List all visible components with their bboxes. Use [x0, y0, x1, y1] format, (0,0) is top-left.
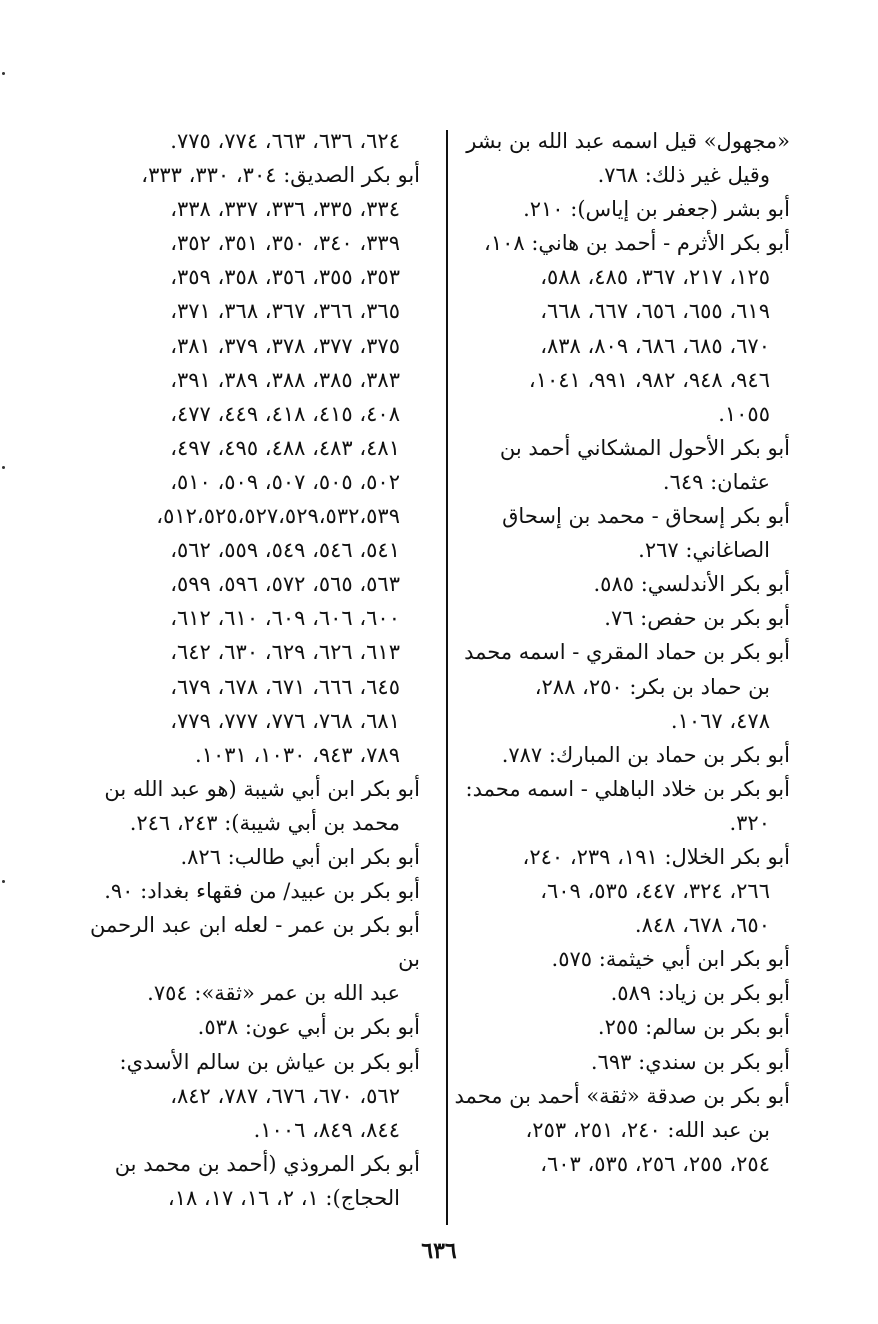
entry-continuation-line: ٧٨٩، ٩٤٣، ١٠٣٠، ١٠٣١.	[195, 742, 400, 767]
index-entry	[450, 942, 790, 976]
index-entry	[450, 124, 790, 192]
entry-heading-line: أبو بكر بن سندي: ٦٩٣.	[590, 1049, 790, 1074]
entry-continuation-line: بن حماد بن بكر: ٢٥٠، ٢٨٨،	[534, 674, 770, 699]
index-entry	[450, 192, 790, 226]
scan-speck	[2, 466, 5, 469]
index-entry	[450, 601, 790, 635]
scan-speck	[2, 880, 5, 883]
entry-continuation-line: ٦٧٠، ٦٨٥، ٦٨٦، ٨٠٩، ٨٣٨،	[540, 333, 770, 358]
index-entry	[450, 431, 790, 499]
entry-continuation-line: ٦٠٠، ٦٠٦، ٦٠٩، ٦١٠، ٦١٢،	[170, 606, 400, 631]
entry-continuation-line: ٢٥٤، ٢٥٥، ٢٥٦، ٥٣٥، ٦٠٣،	[540, 1151, 770, 1176]
entry-heading-line: أبو بكر الأثرم - أحمد بن هاني: ١٠٨،	[484, 231, 790, 256]
entry-continuation-line: ٦٥٠، ٦٧٨، ٨٤٨.	[634, 913, 770, 938]
index-column-left	[90, 124, 420, 1215]
entry-continuation-line: ٥٦٢، ٦٧٠، ٦٧٦، ٧٨٧، ٨٤٢،	[170, 1083, 400, 1108]
column-divider	[446, 130, 448, 1225]
entry-heading-line: أبو بكر بن حماد بن المبارك: ٧٨٧.	[501, 742, 790, 767]
index-entry	[450, 1045, 790, 1079]
entry-heading-line: أبو بشر (جعفر بن إياس): ٢١٠.	[523, 197, 790, 222]
index-entry	[450, 499, 790, 567]
entry-continuation-line: ٦١٩، ٦٥٥، ٦٥٦، ٦٦٧، ٦٦٨،	[540, 299, 770, 324]
entry-heading-line: أبو بكر إسحاق - محمد بن إسحاق	[502, 504, 790, 529]
entry-continuation-line: ٦٨١، ٧٦٨، ٧٧٦، ٧٧٧، ٧٧٩،	[170, 708, 400, 733]
entry-heading-line: أبو بكر بن خلاد الباهلي - اسمه محمد:	[465, 776, 790, 801]
entry-continuation-line: ٩٤٦، ٩٤٨، ٩٨٢، ٩٩١، ١٠٤١،	[528, 367, 770, 392]
index-entry	[90, 1010, 420, 1044]
index-entry	[90, 158, 420, 772]
entry-heading-line: «مجهول» قيل اسمه عبد الله بن بشر	[466, 129, 790, 153]
entry-continuation-line: ٥١٢،٥٢٥،٥٢٧،٥٢٩،٥٣٢،٥٣٩،	[156, 504, 400, 529]
index-entry	[450, 840, 790, 942]
index-entry	[450, 976, 790, 1010]
index-column-right	[450, 124, 790, 1181]
entry-continuation-line: عثمان: ٦٤٩.	[662, 469, 770, 494]
entry-heading-line: أبو بكر بن عمر - لعله ابن عبد الرحمن بن	[90, 913, 420, 972]
entry-heading-line: أبو بكر بن حفص: ٧٦.	[604, 606, 790, 631]
entry-continuation-line: ٣٧٥، ٣٧٧، ٣٧٨، ٣٧٩، ٣٨١،	[170, 333, 400, 358]
entry-heading-line: أبو بكر الأحول المشكاني أحمد بن	[499, 435, 790, 460]
index-entry	[90, 1147, 420, 1215]
entry-continuation-line: ٦٢٤، ٦٣٦، ٦٦٣، ٧٧٤، ٧٧٥.	[170, 129, 400, 153]
entry-continuation-line: ١٢٥، ٢١٧، ٣٦٧، ٤٨٥، ٥٨٨،	[540, 265, 770, 290]
entry-continuation-line: ٦١٣، ٦٢٦، ٦٢٩، ٦٣٠، ٦٤٢،	[170, 640, 400, 665]
index-entry	[90, 908, 420, 1010]
index-entry	[450, 635, 790, 737]
entry-heading-line: أبو بكر بن حماد المقري - اسمه محمد	[464, 640, 790, 665]
entry-heading-line: أبو بكر بن أبي عون: ٥٣٨.	[197, 1015, 420, 1040]
entry-heading-line: أبو بكر الصديق: ٣٠٤، ٣٣٠، ٣٣٣،	[141, 163, 420, 188]
entry-heading-line: أبو بكر بن عياش بن سالم الأسدي:	[119, 1049, 420, 1074]
index-entry	[90, 1045, 420, 1147]
entry-heading-line: أبو بكر ابن أبي شيبة (هو عبد الله بن	[104, 776, 420, 801]
entry-continuation-line: ٤٠٨، ٤١٥، ٤١٨، ٤٤٩، ٤٧٧،	[170, 401, 400, 426]
entry-continuation-line: وقيل غير ذلك: ٧٦٨.	[597, 163, 770, 188]
index-entry	[450, 772, 790, 840]
entry-continuation-line: ٣٣٤، ٣٣٥، ٣٣٦، ٣٣٧، ٣٣٨،	[170, 197, 400, 222]
entry-continuation-line: ٨٤٤، ٨٤٩، ١٠٠٦.	[253, 1117, 400, 1142]
entry-continuation-line: ٣٣٩، ٣٤٠، ٣٥٠، ٣٥١، ٣٥٢،	[170, 231, 400, 256]
entry-heading-line: أبو بكر ابن أبي خيثمة: ٥٧٥.	[551, 947, 790, 972]
entry-heading-line: أبو بكر بن زياد: ٥٨٩.	[610, 981, 790, 1006]
entry-heading-line: أبو بكر بن سالم: ٢٥٥.	[597, 1015, 790, 1040]
entry-continuation-line: ٣٦٥، ٣٦٦، ٣٦٧، ٣٦٨، ٣٧١،	[170, 299, 400, 324]
entry-continuation-line: ٢٦٦، ٣٢٤، ٤٤٧، ٥٣٥، ٦٠٩،	[540, 879, 770, 904]
entry-heading-line: أبو بكر بن صدقة «ثقة» أحمد بن محمد	[454, 1083, 790, 1108]
index-entry	[450, 738, 790, 772]
entry-continuation-line: الحجاج): ١، ٢، ١٦، ١٧، ١٨،	[167, 1185, 400, 1210]
index-entry	[90, 840, 420, 874]
entry-heading-line: أبو بكر المروذي (أحمد بن محمد بن	[114, 1151, 420, 1176]
entry-continuation-line: ٤٧٨، ١٠٦٧.	[670, 708, 770, 733]
entry-continuation-line: ٣٨٣، ٣٨٥، ٣٨٨، ٣٨٩، ٣٩١،	[170, 367, 400, 392]
entry-continuation-line: محمد بن أبي شيبة): ٢٤٣، ٢٤٦.	[129, 810, 400, 835]
entry-continuation-line: ٥٠٢، ٥٠٥، ٥٠٧، ٥٠٩، ٥١٠،	[170, 469, 400, 494]
index-entry	[90, 874, 420, 908]
entry-continuation-line: ٣٢٠.	[729, 810, 770, 835]
entry-continuation-line: ٥٤١، ٥٤٦، ٥٤٩، ٥٥٩، ٥٦٢،	[170, 538, 400, 563]
entry-continuation-line: ٦٤٥، ٦٦٦، ٦٧١، ٦٧٨، ٦٧٩،	[170, 674, 400, 699]
page-number: ٦٣٦	[421, 1238, 457, 1264]
entry-continuation-line: ١٠٥٥.	[718, 401, 770, 426]
index-entry	[90, 124, 420, 158]
entry-continuation-line: ٥٦٣، ٥٦٥، ٥٧٢، ٥٩٦، ٥٩٩،	[170, 572, 400, 597]
entry-heading-line: أبو بكر ابن أبي طالب: ٨٢٦.	[180, 844, 420, 869]
index-entry	[450, 226, 790, 431]
scan-speck	[2, 72, 5, 75]
entry-heading-line: أبو بكر الخلال: ١٩١، ٢٣٩، ٢٤٠،	[522, 844, 790, 869]
entry-continuation-line: الصاغاني: ٢٦٧.	[638, 538, 770, 563]
entry-continuation-line: ٣٥٣، ٣٥٥، ٣٥٦، ٣٥٨، ٣٥٩،	[170, 265, 400, 290]
entry-continuation-line: عبد الله بن عمر «ثقة»: ٧٥٤.	[147, 981, 400, 1006]
entry-continuation-line: بن عبد الله: ٢٤٠، ٢٥١، ٢٥٣،	[525, 1117, 770, 1142]
index-entry	[450, 1079, 790, 1181]
index-entry	[450, 567, 790, 601]
entry-heading-line: أبو بكر بن عبيد/ من فقهاء بغداد: ٩٠.	[104, 879, 420, 904]
entry-heading-line: أبو بكر الأندلسي: ٥٨٥.	[593, 572, 790, 597]
index-entry	[450, 1010, 790, 1044]
entry-continuation-line: ٤٨١، ٤٨٣، ٤٨٨، ٤٩٥، ٤٩٧،	[170, 435, 400, 460]
index-entry	[90, 772, 420, 840]
